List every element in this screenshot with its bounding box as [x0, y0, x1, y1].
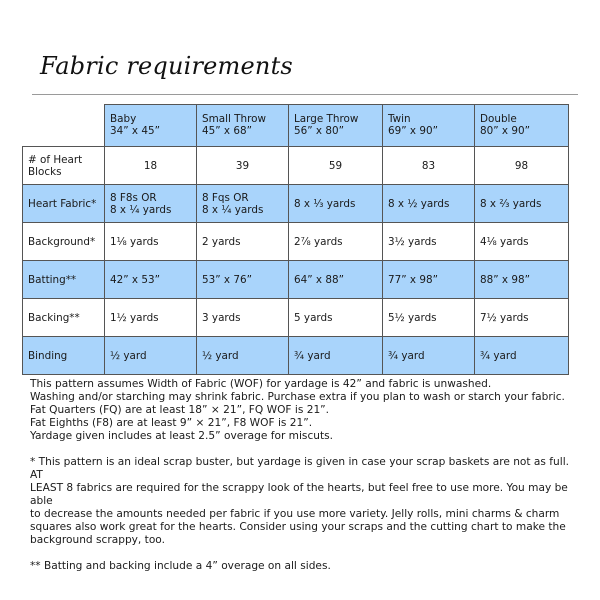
note-line: squares also work great for the hearts. Consider using your scraps and the cutting chart to make the [30, 521, 566, 533]
table-cell: 2 yards [197, 223, 289, 261]
table-cell: 77” x 98” [383, 261, 475, 299]
table-row-background [23, 223, 569, 261]
table-row-backing [23, 299, 569, 337]
table-cell: 64” x 88” [289, 261, 383, 299]
note-line: Washing and/or starching may shrink fabric. Purchase extra if you plan to wash or starch your fabric. [30, 391, 565, 403]
table-cell: 42” x 53” [105, 261, 197, 299]
row-label: Backing** [23, 299, 105, 337]
table-cell: 3½ yards [383, 223, 475, 261]
table-cell: 98 [475, 147, 569, 185]
table-row-heart-blocks [23, 147, 569, 185]
table-row-binding [23, 337, 569, 375]
table-cell: ¾ yard [289, 337, 383, 375]
column-header: Baby 34” x 45” [105, 105, 197, 147]
note-line: to decrease the amounts needed per fabric if you use more variety. Jelly rolls, mini charms & charm [30, 508, 560, 520]
note-line: LEAST 8 fabrics are required for the scrappy look of the hearts, but feel free to use more. You may be able [30, 482, 568, 507]
row-label: Batting** [23, 261, 105, 299]
table-cell: 8 Fqs OR 8 x ¼ yards [197, 185, 289, 223]
row-label: Background* [23, 223, 105, 261]
table-cell: 3 yards [197, 299, 289, 337]
table-cell: 5½ yards [383, 299, 475, 337]
column-header: Double 80” x 90” [475, 105, 569, 147]
paragraph-gap [30, 547, 580, 560]
column-header: Twin 69” x 90” [383, 105, 475, 147]
table-row-batting [23, 261, 569, 299]
table-cell: 4⅛ yards [475, 223, 569, 261]
table-corner-cell [23, 105, 105, 147]
table-cell: 8 x ½ yards [383, 185, 475, 223]
table-header-row [23, 105, 569, 147]
table-cell: 8 F8s OR 8 x ¼ yards [105, 185, 197, 223]
table-cell: 53” x 76” [197, 261, 289, 299]
fabric-requirements-table [22, 104, 569, 375]
page-title: Fabric requirements [40, 52, 293, 80]
note-line: * This pattern is an ideal scrap buster, but yardage is given in case your scrap baskets are not as full. AT [30, 456, 570, 481]
table-cell: ½ yard [105, 337, 197, 375]
row-label: Binding [23, 337, 105, 375]
column-header: Small Throw 45” x 68” [197, 105, 289, 147]
note-line: Yardage given includes at least 2.5” overage for miscuts. [30, 430, 334, 442]
table-cell: 1½ yards [105, 299, 197, 337]
table-cell: ¾ yard [475, 337, 569, 375]
note-line: Fat Quarters (FQ) are at least 18” × 21”, FQ WOF is 21”. [30, 404, 330, 416]
table-cell: ¾ yard [383, 337, 475, 375]
pattern-notes [30, 378, 580, 573]
note-line: This pattern assumes Width of Fabric (WOF) for yardage is 42” and fabric is unwashed. [30, 378, 492, 390]
row-label: # of Heart Blocks [23, 147, 105, 185]
table-cell: 2⅞ yards [289, 223, 383, 261]
table-cell: ½ yard [197, 337, 289, 375]
table-row-heart-fabric [23, 185, 569, 223]
paragraph-gap [30, 443, 580, 456]
table-cell: 7½ yards [475, 299, 569, 337]
note-line: ** Batting and backing include a 4” overage on all sides. [30, 560, 331, 572]
note-line: background scrappy, too. [30, 534, 165, 546]
table-cell: 1⅛ yards [105, 223, 197, 261]
column-header: Large Throw 56” x 80” [289, 105, 383, 147]
table-cell: 59 [289, 147, 383, 185]
table-cell: 83 [383, 147, 475, 185]
table-cell: 8 x ⅔ yards [475, 185, 569, 223]
title-divider [32, 94, 578, 95]
row-label: Heart Fabric* [23, 185, 105, 223]
table-cell: 5 yards [289, 299, 383, 337]
note-line: Fat Eighths (F8) are at least 9” × 21”, F8 WOF is 21”. [30, 417, 313, 429]
table-cell: 8 x ⅓ yards [289, 185, 383, 223]
table-cell: 18 [105, 147, 197, 185]
table-cell: 39 [197, 147, 289, 185]
table-cell: 88” x 98” [475, 261, 569, 299]
